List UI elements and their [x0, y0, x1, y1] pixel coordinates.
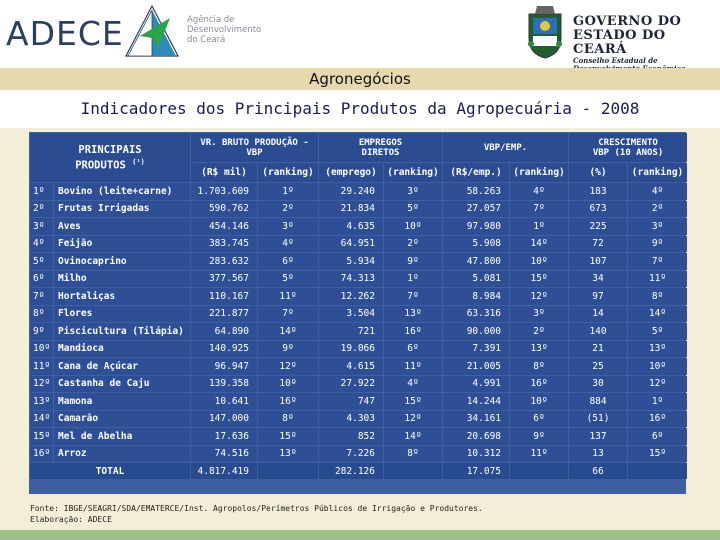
table-total-row [30, 463, 687, 479]
cell-pct-rank: 6º [628, 428, 687, 445]
table-row [30, 288, 687, 305]
cell-vbp-rank: 1º [258, 183, 318, 200]
cell-idx: 1º [30, 183, 53, 200]
cell-vbp: 1.703.609 [191, 183, 257, 200]
cell-emp-rank: 7º [384, 288, 442, 305]
total-vbp: 4.817.419 [191, 463, 257, 479]
cell-pct: 72 [569, 236, 627, 253]
cell-name: Ovinocaprino [54, 253, 190, 270]
page-title: Agronegócios [309, 70, 411, 88]
cell-ratio-rank: 2º [510, 323, 568, 340]
cell-emp: 852 [319, 428, 383, 445]
cell-ratio: 5.081 [443, 271, 509, 288]
total-label: TOTAL [30, 463, 190, 479]
header-vbp [191, 133, 318, 162]
cell-emp-rank: 16º [384, 323, 442, 340]
cell-vbp-rank: 9º [258, 341, 318, 358]
cell-ratio: 34.161 [443, 411, 509, 428]
cell-emp-rank: 10º [384, 218, 442, 235]
cell-emp: 7.226 [319, 446, 383, 463]
cell-idx: 8º [30, 306, 53, 323]
cell-emp: 4.303 [319, 411, 383, 428]
cell-ratio: 7.391 [443, 341, 509, 358]
cell-idx: 6º [30, 271, 53, 288]
cell-ratio: 20.698 [443, 428, 509, 445]
header-produtos-note: (¹) [132, 157, 145, 166]
gov-line1: GOVERNO DO [573, 14, 682, 29]
indicators-table-wrapper [29, 132, 686, 494]
cell-idx: 4º [30, 236, 53, 253]
cell-ratio: 90.000 [443, 323, 509, 340]
unit-rs-mil: (R$ mil) [191, 163, 257, 182]
cell-pct: 140 [569, 323, 627, 340]
total-emp-rank-empty [384, 463, 442, 479]
cell-name: Cana de Açúcar [54, 358, 190, 375]
cell-pct: 107 [569, 253, 627, 270]
cell-ratio: 21.005 [443, 358, 509, 375]
cell-ratio-rank: 13º [510, 341, 568, 358]
total-pct-rank-empty [628, 463, 687, 479]
cell-vbp: 454.146 [191, 218, 257, 235]
cell-pct: 14 [569, 306, 627, 323]
cell-emp: 5.934 [319, 253, 383, 270]
cell-vbp-rank: 11º [258, 288, 318, 305]
header-principais: PRINCIPAIS [78, 143, 142, 156]
cell-vbp-rank: 12º [258, 358, 318, 375]
cell-emp-rank: 6º [384, 341, 442, 358]
cell-emp-rank: 11º [384, 358, 442, 375]
cell-pct: 13 [569, 446, 627, 463]
table-row [30, 323, 687, 340]
cell-emp-rank: 12º [384, 411, 442, 428]
cell-ratio-rank: 7º [510, 201, 568, 218]
cell-emp: 27.922 [319, 376, 383, 393]
cell-ratio: 27.057 [443, 201, 509, 218]
cell-name: Mamona [54, 393, 190, 410]
cell-vbp: 17.636 [191, 428, 257, 445]
cell-vbp-rank: 2º [258, 201, 318, 218]
cell-ratio: 63.316 [443, 306, 509, 323]
cell-pct: 137 [569, 428, 627, 445]
government-heading [573, 15, 720, 73]
table-header-row [30, 133, 687, 162]
cell-emp-rank: 8º [384, 446, 442, 463]
total-ratio: 17.075 [443, 463, 509, 479]
cell-pct: 97 [569, 288, 627, 305]
cell-emp: 19.066 [319, 341, 383, 358]
cell-emp-rank: 4º [384, 376, 442, 393]
unit-ranking-ratio: (ranking) [510, 163, 568, 182]
cell-ratio-rank: 10º [510, 253, 568, 270]
cell-vbp: 147.000 [191, 411, 257, 428]
cell-ratio-rank: 12º [510, 288, 568, 305]
footnote [30, 503, 483, 525]
cell-name: Hortaliças [54, 288, 190, 305]
cell-vbp: 74.516 [191, 446, 257, 463]
cell-pct-rank: 14º [628, 306, 687, 323]
header-crescimento-line1: CRESCIMENTO [598, 137, 658, 148]
cell-idx: 3º [30, 218, 53, 235]
cell-ratio: 58.263 [443, 183, 509, 200]
cell-ratio: 97.980 [443, 218, 509, 235]
ceara-coat-of-arms-icon [523, 4, 567, 60]
header [0, 0, 720, 68]
cell-emp-rank: 13º [384, 306, 442, 323]
cell-vbp: 590.762 [191, 201, 257, 218]
cell-emp-rank: 5º [384, 201, 442, 218]
table-row [30, 341, 687, 358]
unit-ranking-emp: (ranking) [384, 163, 442, 182]
cell-name: Aves [54, 218, 190, 235]
cell-pct: 225 [569, 218, 627, 235]
cell-name: Mel de Abelha [54, 428, 190, 445]
cell-ratio-rank: 3º [510, 306, 568, 323]
cell-pct-rank: 15º [628, 446, 687, 463]
cell-vbp-rank: 13º [258, 446, 318, 463]
cell-ratio-rank: 9º [510, 428, 568, 445]
cell-vbp-rank: 7º [258, 306, 318, 323]
cell-ratio: 5.908 [443, 236, 509, 253]
cell-vbp-rank: 10º [258, 376, 318, 393]
table-row [30, 183, 687, 200]
cell-ratio-rank: 6º [510, 411, 568, 428]
cell-pct: 30 [569, 376, 627, 393]
header-principais-produtos [30, 133, 190, 182]
footnote-author: Elaboração: ADECE [30, 515, 112, 524]
cell-name: Arroz [54, 446, 190, 463]
cell-emp: 21.834 [319, 201, 383, 218]
cell-pct-rank: 16º [628, 411, 687, 428]
cell-pct: 25 [569, 358, 627, 375]
cell-idx: 13º [30, 393, 53, 410]
unit-ranking-cres: (ranking) [628, 163, 687, 182]
cell-vbp: 377.567 [191, 271, 257, 288]
unit-percent: (%) [569, 163, 627, 182]
cell-name: Mandioca [54, 341, 190, 358]
cell-pct-rank: 3º [628, 218, 687, 235]
gov-line3: Conselho Estadual de [573, 56, 658, 65]
cell-name: Bovino (leite+carne) [54, 183, 190, 200]
table-row [30, 218, 687, 235]
cell-emp: 721 [319, 323, 383, 340]
cell-idx: 11º [30, 358, 53, 375]
header-vbp-line2: VBP [246, 147, 263, 158]
footnote-source: Fonte: IBGE/SEAGRI/SDA/EMATERCE/Inst. Agropolos/Perímetros Públicos de Irrigação e Produtores. [30, 504, 483, 513]
cell-pct-rank: 11º [628, 271, 687, 288]
table-row [30, 393, 687, 410]
header-produtos: PRODUTOS [75, 159, 126, 172]
page-subtitle: Indicadores dos Principais Produtos da Agropecuária - 2008 [80, 99, 640, 118]
header-empregos-line1: EMPREGOS [358, 137, 403, 148]
table-row [30, 428, 687, 445]
cell-emp: 12.262 [319, 288, 383, 305]
unit-emprego: (emprego) [319, 163, 383, 182]
cell-idx: 15º [30, 428, 53, 445]
cell-pct-rank: 12º [628, 376, 687, 393]
table-row [30, 376, 687, 393]
footer-bar [0, 530, 720, 540]
cell-vbp-rank: 16º [258, 393, 318, 410]
total-vbp-rank-empty [258, 463, 318, 479]
cell-ratio-rank: 8º [510, 358, 568, 375]
cell-ratio-rank: 14º [510, 236, 568, 253]
cell-name: Feijão [54, 236, 190, 253]
cell-pct-rank: 13º [628, 341, 687, 358]
table-body [30, 183, 687, 462]
cell-ratio: 47.800 [443, 253, 509, 270]
table-row [30, 236, 687, 253]
cell-ratio-rank: 10º [510, 393, 568, 410]
cell-vbp-rank: 15º [258, 428, 318, 445]
header-crescimento-line2: VBP (10 ANOS) [592, 147, 664, 158]
cell-ratio: 4.991 [443, 376, 509, 393]
total-emp: 282.126 [319, 463, 383, 479]
cell-ratio-rank: 15º [510, 271, 568, 288]
cell-idx: 2º [30, 201, 53, 218]
cell-name: Milho [54, 271, 190, 288]
cell-vbp-rank: 3º [258, 218, 318, 235]
header-empregos [319, 133, 442, 162]
cell-pct: (51) [569, 411, 627, 428]
cell-ratio-rank: 4º [510, 183, 568, 200]
cell-pct-rank: 4º [628, 183, 687, 200]
cell-name: Flores [54, 306, 190, 323]
cell-vbp: 110.167 [191, 288, 257, 305]
cell-ratio: 10.312 [443, 446, 509, 463]
gov-line2: ESTADO DO CEARÁ [573, 28, 666, 57]
cell-name: Frutas Irrigadas [54, 201, 190, 218]
cell-pct: 21 [569, 341, 627, 358]
cell-pct-rank: 1º [628, 393, 687, 410]
cell-emp: 74.313 [319, 271, 383, 288]
cell-name: Camarão [54, 411, 190, 428]
cell-vbp: 64.890 [191, 323, 257, 340]
cell-vbp: 283.632 [191, 253, 257, 270]
cell-pct-rank: 9º [628, 236, 687, 253]
cell-idx: 12º [30, 376, 53, 393]
table-row [30, 271, 687, 288]
cell-vbp-rank: 14º [258, 323, 318, 340]
cell-emp: 29.240 [319, 183, 383, 200]
total-pct: 66 [569, 463, 627, 479]
cell-pct: 183 [569, 183, 627, 200]
cell-vbp: 96.947 [191, 358, 257, 375]
unit-rs-emp: (R$/emp.) [443, 163, 509, 182]
adece-emblem-icon [122, 4, 182, 58]
table-row [30, 358, 687, 375]
table-row [30, 306, 687, 323]
header-empregos-line2: DIRETOS [361, 147, 400, 158]
cell-name: Castanha de Caju [54, 376, 190, 393]
cell-pct: 884 [569, 393, 627, 410]
adece-subtitle-line1: Agência de [187, 15, 235, 25]
header-crescimento [569, 133, 687, 162]
cell-pct-rank: 8º [628, 288, 687, 305]
cell-ratio: 14.244 [443, 393, 509, 410]
cell-vbp: 140.925 [191, 341, 257, 358]
cell-emp-rank: 9º [384, 253, 442, 270]
cell-vbp-rank: 5º [258, 271, 318, 288]
cell-emp: 4.615 [319, 358, 383, 375]
cell-ratio-rank: 1º [510, 218, 568, 235]
cell-idx: 5º [30, 253, 53, 270]
cell-vbp-rank: 4º [258, 236, 318, 253]
cell-emp-rank: 15º [384, 393, 442, 410]
indicators-table [29, 132, 688, 480]
cell-pct: 34 [569, 271, 627, 288]
table-row [30, 253, 687, 270]
cell-idx: 14º [30, 411, 53, 428]
cell-ratio: 8.984 [443, 288, 509, 305]
cell-vbp: 383.745 [191, 236, 257, 253]
cell-idx: 10º [30, 341, 53, 358]
total-ratio-rank-empty [510, 463, 568, 479]
cell-pct-rank: 7º [628, 253, 687, 270]
cell-emp-rank: 2º [384, 236, 442, 253]
cell-emp: 3.504 [319, 306, 383, 323]
table-row [30, 411, 687, 428]
adece-subtitle-line3: do Ceará [187, 35, 226, 45]
cell-pct-rank: 2º [628, 201, 687, 218]
cell-idx: 9º [30, 323, 53, 340]
cell-emp: 64.951 [319, 236, 383, 253]
adece-subtitle-line2: Desenvolvimento [187, 25, 262, 35]
cell-pct: 673 [569, 201, 627, 218]
unit-ranking-vbp: (ranking) [258, 163, 318, 182]
cell-vbp-rank: 6º [258, 253, 318, 270]
cell-pct-rank: 10º [628, 358, 687, 375]
header-vbp-line1: VR. BRUTO PRODUÇÃO - [200, 137, 309, 148]
cell-vbp-rank: 8º [258, 411, 318, 428]
cell-idx: 16º [30, 446, 53, 463]
cell-vbp: 139.358 [191, 376, 257, 393]
cell-vbp: 221.877 [191, 306, 257, 323]
cell-vbp: 10.641 [191, 393, 257, 410]
cell-ratio-rank: 16º [510, 376, 568, 393]
header-vbp-emp: VBP/EMP. [443, 133, 568, 162]
adece-logo-text: ADECE [6, 14, 124, 53]
table-row [30, 201, 687, 218]
cell-emp-rank: 3º [384, 183, 442, 200]
table-row [30, 446, 687, 463]
adece-subtitle [187, 15, 261, 45]
cell-name: Piscicultura (Tilápia) [54, 323, 190, 340]
cell-emp-rank: 14º [384, 428, 442, 445]
cell-ratio-rank: 11º [510, 446, 568, 463]
cell-emp: 4.635 [319, 218, 383, 235]
cell-emp-rank: 1º [384, 271, 442, 288]
cell-idx: 7º [30, 288, 53, 305]
cell-emp: 747 [319, 393, 383, 410]
cell-pct-rank: 5º [628, 323, 687, 340]
